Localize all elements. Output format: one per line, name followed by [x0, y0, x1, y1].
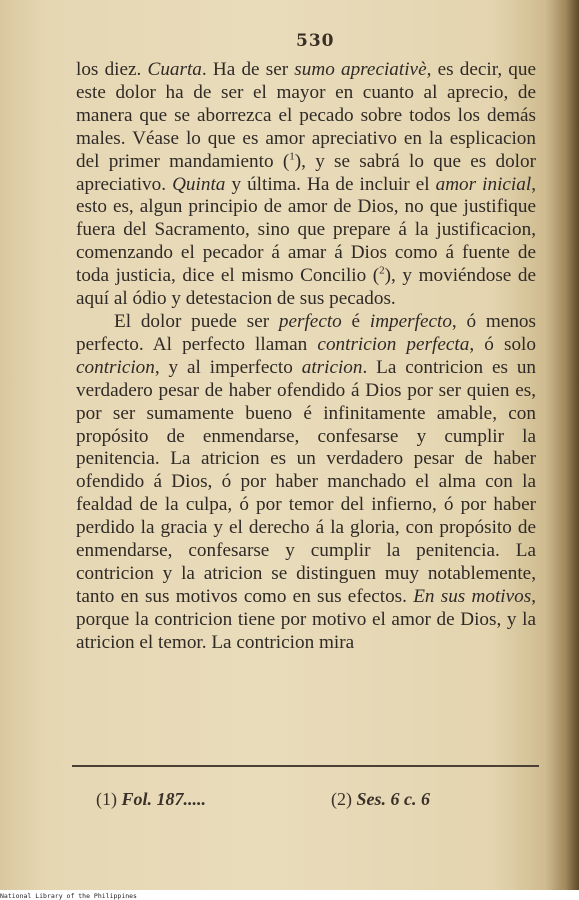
text-run: los diez. — [76, 59, 148, 80]
text-run: ), y se sabrá lo que es dolor apreciativo. — [76, 150, 536, 195]
library-credit: National Library of the Philippines — [0, 892, 137, 900]
text-run: y última. Ha de incluir el — [225, 173, 436, 195]
footnote-2-ref: Ses. 6 c. 6 — [356, 789, 430, 809]
italic-term: perfecto — [278, 310, 342, 332]
italic-term: sumo apreciativè — [294, 59, 427, 80]
text-run: El dolor puede ser — [114, 310, 279, 332]
footnote-1 — [96, 789, 206, 810]
paragraph-2 — [76, 311, 536, 655]
text-run: . La contricion es un verdadero pesar de haber ofendido á Dios por ser quien es, por ser sumamente bueno é infinitamente amable, con propósito de enmendarse, confesarse y cumplir la penitencia. La atricion es un verdadero pesar de haber ofendido á Dios, ó por haber manchado el alma con la fealdad de la culpa, ó por temor del infierno, ó por haber perdido la gracia y el derecho á la gloria, con propósito de enmendarse, confesarse y cumplir la penitencia. La contricion y la atricion se distinguen muy notablemente, tanto en sus motivos como en sus efectos. — [76, 356, 537, 607]
footnote-2 — [331, 789, 430, 810]
italic-term: amor inicial — [435, 173, 532, 195]
italic-term: imperfecto — [369, 310, 452, 332]
body-text — [76, 59, 536, 655]
text-run: , y al imperfecto — [154, 356, 302, 378]
italic-term: contricion perfecta — [317, 333, 470, 355]
italic-term: Cuarta — [147, 59, 202, 80]
italic-term: atricion — [301, 356, 363, 378]
footnote-1-ref: Fol. 187..... — [121, 789, 207, 809]
italic-term: contricion — [76, 356, 155, 378]
footnote-ref-marker: 1 — [289, 150, 295, 163]
page-edge-shadow — [545, 0, 579, 890]
text-run: . Ha de ser — [201, 59, 295, 80]
footnote-ref-marker: 2 — [379, 264, 385, 277]
footnote-1-mark: (1) — [96, 789, 117, 809]
paragraph-1 — [76, 59, 536, 311]
text-run: , porque la contricion tiene por motivo el amor de Dios, y la atricion el temor. La contricion mira — [76, 585, 537, 653]
text-run: , es decir, que este dolor ha de ser el mayor en cuanto al aprecio, de manera que se aborrezca el pecado sobre todos los demás males. Véase lo que es amor apreciativo en la esplicacion del primer mandamiento ( — [76, 59, 537, 172]
italic-term: Quinta — [172, 173, 226, 195]
italic-term: En sus motivos — [413, 585, 532, 607]
text-run: , ó solo — [469, 333, 536, 355]
text-run: ), y moviéndose de aquí al ódio y detestacion de sus pecados. — [76, 265, 536, 310]
text-run: , ó menos perfecto. Al perfecto llaman — [76, 310, 536, 355]
text-run: , esto es, algun principio de amor de Dios, no que justifique fuera del Sacramento, sino que prepare á la justificacion, comenzando el pecador á amar á Dios como á fuente de toda justicia, dice el mismo Concilio ( — [76, 173, 536, 287]
footnote-2-mark: (2) — [331, 789, 352, 809]
text-run: é — [341, 310, 370, 332]
footnote-rule — [72, 765, 539, 767]
page-number: 530 — [296, 31, 335, 51]
